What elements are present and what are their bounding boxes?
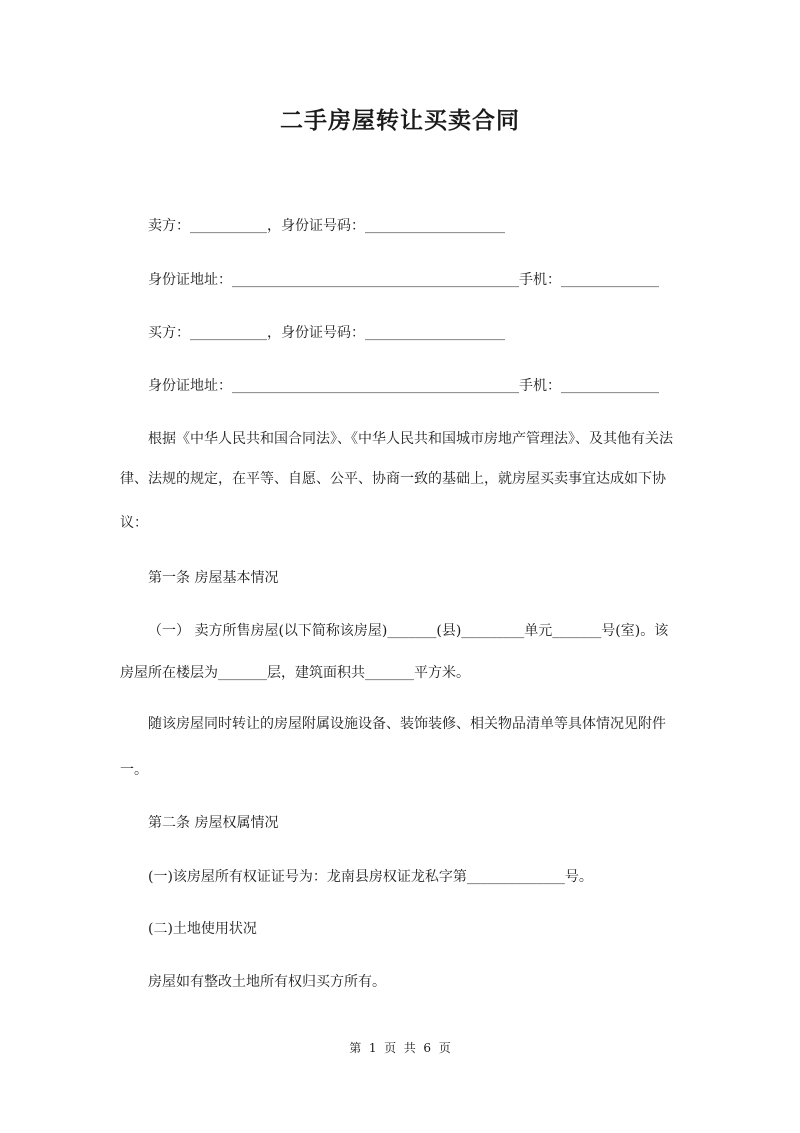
article1-heading: 第一条 房屋基本情况 (148, 570, 279, 586)
seller-line: 卖方：___________，身份证号码：____________________ (148, 218, 505, 234)
article1-item1-line-1: （一） 卖方所售房屋(以下简称该房屋)_______(县)_________单元_______号(室)。该 (148, 623, 669, 639)
article2-para: 房屋如有整改土地所有权归买方所有。 (148, 974, 386, 990)
article1-item1-line-2: 房屋所在楼层为_______层，建筑面积共_______平方米。 (120, 665, 470, 681)
article2-item1: (一)该房屋所有权证证号为：龙南县房权证龙私字第______________号。 (148, 869, 593, 885)
document-title: 二手房屋转让买卖合同 (280, 108, 520, 134)
preamble-line-1: 根据《中华人民共和国合同法》、《中华人民共和国城市房地产管理法》、及其他有关法 (148, 431, 673, 447)
buyer-address-line: 身份证地址：_________________________________________手机：______________ (148, 378, 659, 394)
article2-heading: 第二条 房屋权属情况 (148, 815, 279, 831)
seller-address-line: 身份证地址：_________________________________________手机：______________ (148, 272, 659, 288)
buyer-line: 买方：___________，身份证号码：____________________ (148, 325, 505, 341)
article1-para-line-2: 一。 (120, 762, 148, 778)
preamble-line-2: 律、法规的规定，在平等、自愿、公平、协商一致的基础上，就房屋买卖事宜达成如下协 (120, 471, 666, 487)
article2-item2: (二)土地使用状况 (148, 921, 257, 937)
page-footer: 第 1 页 共 6 页 (349, 1041, 451, 1055)
preamble-line-3: 议： (120, 515, 148, 531)
article1-para-line-1: 随该房屋同时转让的房屋附属设施设备、装饰装修、相关物品清单等具体情况见附件 (148, 716, 666, 732)
